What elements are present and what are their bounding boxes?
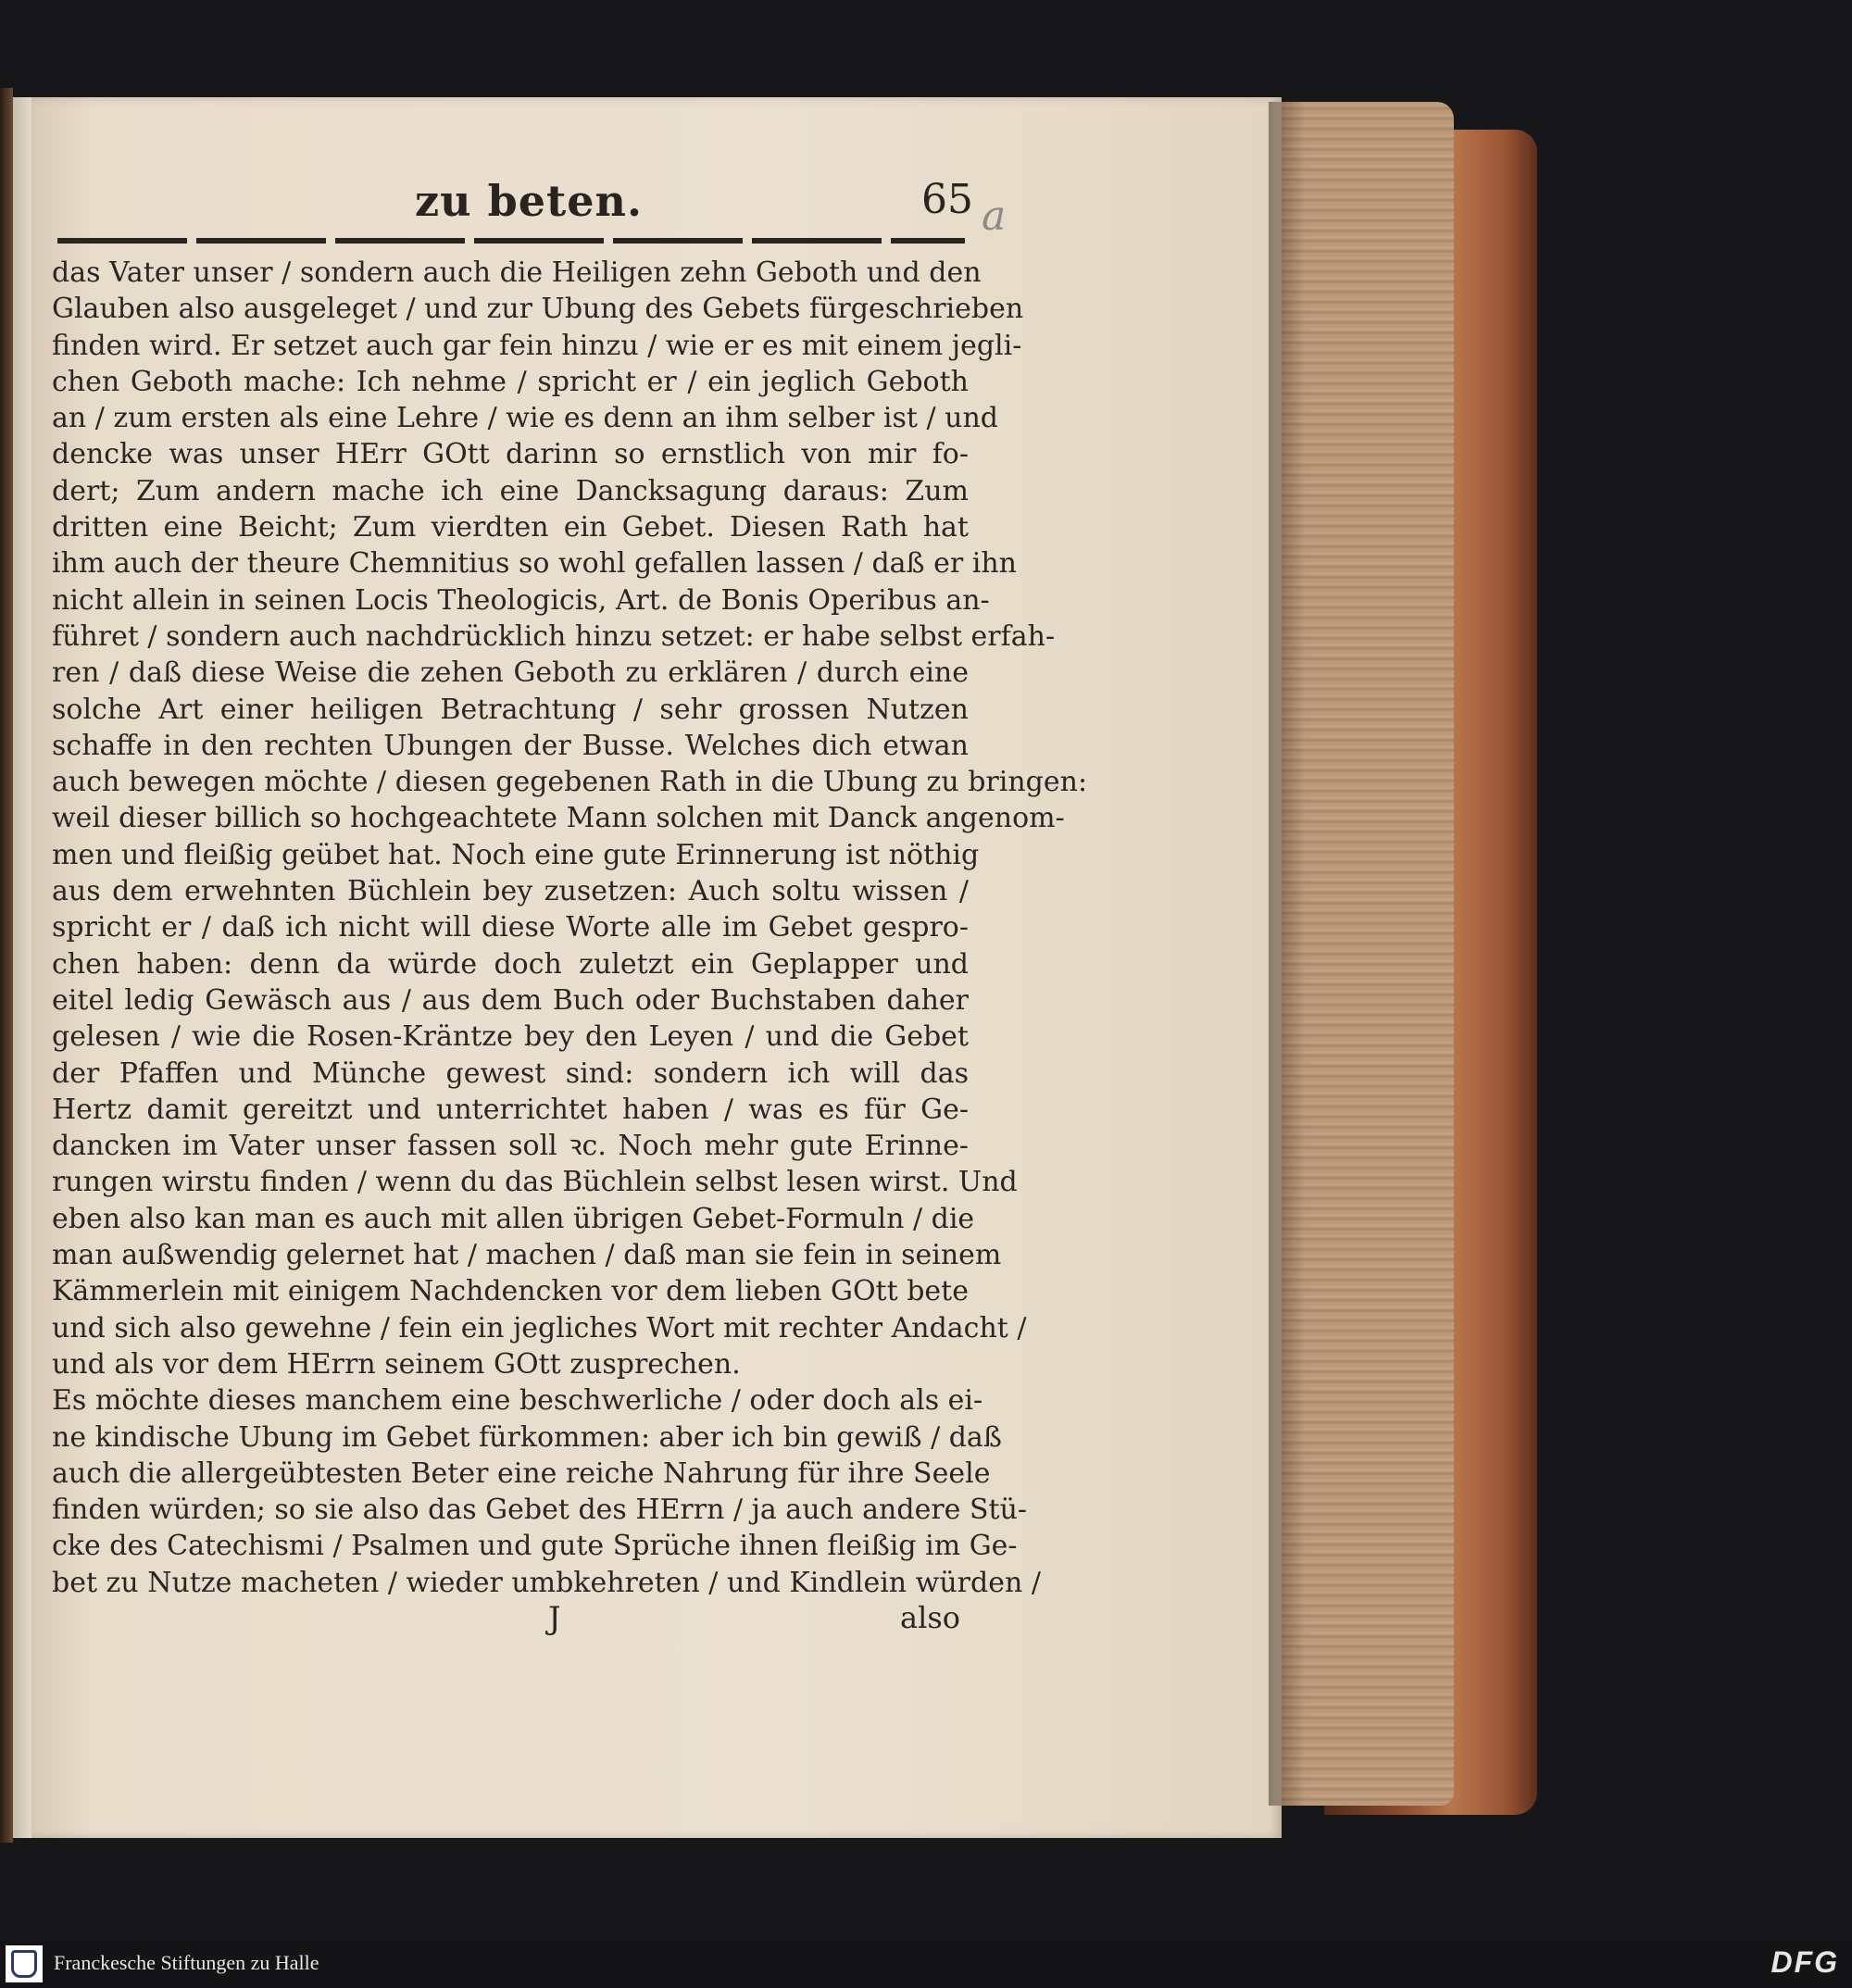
text-line: solche Art einer heiligen Betrachtung / sehr grossen Nutzen [52,693,969,726]
text-line: das Vater unser / sondern auch die Heiligen zehn Geboth und den [52,256,982,289]
text-line: ihm auch der theure Chemnitius so wohl gefallen lassen / daß er ihn [52,547,1017,581]
crest-icon [11,1950,37,1978]
running-head: zu beten. [415,176,643,226]
text-line: finden würden; so sie also das Gebet des HErrn / ja auch andere Stü- [52,1494,1028,1527]
text-line: der Pfaffen und Münche gewest sind: sondern ich will das [52,1057,969,1090]
text-line: spricht er / daß ich nicht will diese Worte alle im Gebet gespro- [52,911,969,944]
left-page-sliver [13,97,31,1838]
body-text [52,255,1088,1601]
text-line: chen haben: denn da würde doch zuletzt ein Geplapper und [52,947,969,981]
text-line: nicht allein in seinen Locis Theologicis, Art. de Bonis Operibus an- [52,583,990,617]
text-line: eben also kan man es auch mit allen übrigen Gebet-Formuln / die [52,1202,975,1235]
catchword: also [900,1600,960,1635]
text-line: dencke was unser HErr GOtt darinn so ernstlich von mir fo- [52,438,969,471]
text-line: Es möchte dieses manchem eine beschwerliche / oder doch als ei- [52,1384,983,1418]
text-line: cke des Catechismi / Psalmen und gute Sprüche ihnen fleißig im Ge- [52,1530,1018,1563]
pencil-annotation: a [982,193,1007,240]
signature-mark: J [548,1600,561,1637]
text-line: auch bewegen möchte / diesen gegebenen Rath in die Ubung zu bringen: [52,766,1088,799]
text-line: bet zu Nutze macheten / wieder umbkehreten / und Kindlein würden / [52,1566,1041,1599]
text-line: ren / daß diese Weise die zehen Geboth zu erklären / durch eine [52,656,969,690]
text-line: man außwendig gelernet hat / machen / daß man sie fein in seinem [52,1239,1002,1272]
text-line: führet / sondern auch nachdrücklich hinzu setzet: er habe selbst erfah- [52,619,1056,653]
text-line: finden wird. Er setzet auch gar fein hinzu / wie er es mit einem jegli- [52,329,1022,362]
institution-name[interactable]: Franckesche Stiftungen zu Halle [54,1951,319,1974]
fore-edge-shadow [1269,102,1306,1806]
text-line: Glauben also ausgeleget / und zur Ubung des Gebets fürgeschrieben [52,293,1024,326]
header-rule [57,238,965,244]
text-line: dritten eine Beicht; Zum vierdten ein Gebet. Diesen Rath hat [52,511,969,544]
left-cover-edge [0,88,13,1843]
page-header [0,176,1852,231]
text-line: schaffe in den rechten Ubungen der Busse. Welches dich etwan [52,729,969,762]
text-line: ne kindische Ubung im Gebet fürkommen: aber ich bin gewiß / daß [52,1420,1002,1454]
text-line: weil dieser billich so hochgeachtete Mann solchen mit Danck angenom- [52,802,1065,835]
text-line: dert; Zum andern mache ich eine Dancksagung daraus: Zum [52,474,969,507]
text-line: an / zum ersten als eine Lehre / wie es denn an ihm selber ist / und [52,402,998,435]
text-line: rungen wirstu finden / wenn du das Büchlein selbst lesen wirst. Und [52,1166,1018,1199]
viewer-footer [0,1940,1852,1988]
text-line: men und fleißig geübet hat. Noch eine gute Erinnerung ist nöthig [52,838,980,871]
page-number: 65 [921,176,973,223]
text-line: eitel ledig Gewäsch aus / aus dem Buch oder Buchstaben daher [52,983,969,1017]
text-line: Hertz damit gereitzt und unterrichtet haben / was es für Ge- [52,1093,969,1126]
text-line: aus dem erwehnten Büchlein bey zusetzen: Auch soltu wissen / [52,875,969,908]
dfg-logo[interactable]: DFG [1771,1945,1839,1979]
catchline [0,1600,1852,1646]
text-line: chen Geboth mache: Ich nehme / spricht er / ein jeglich Geboth [52,365,969,398]
text-line: und sich also gewehne / fein ein jegliches Wort mit rechter Andacht / [52,1311,1027,1344]
text-line: dancken im Vater unser fassen soll ꝛc. Noch mehr gute Erinne- [52,1130,969,1163]
institution-logo[interactable] [6,1945,43,1982]
text-line: auch die allergeübtesten Beter eine reiche Nahrung für ihre Seele [52,1457,991,1490]
text-line: gelesen / wie die Rosen-Kräntze bey den Leyen / und die Gebet [52,1020,969,1054]
text-line: und als vor dem HErrn seinem GOtt zusprechen. [52,1347,741,1381]
text-line: Kämmerlein mit einigem Nachdencken vor dem lieben GOtt bete [52,1275,969,1308]
